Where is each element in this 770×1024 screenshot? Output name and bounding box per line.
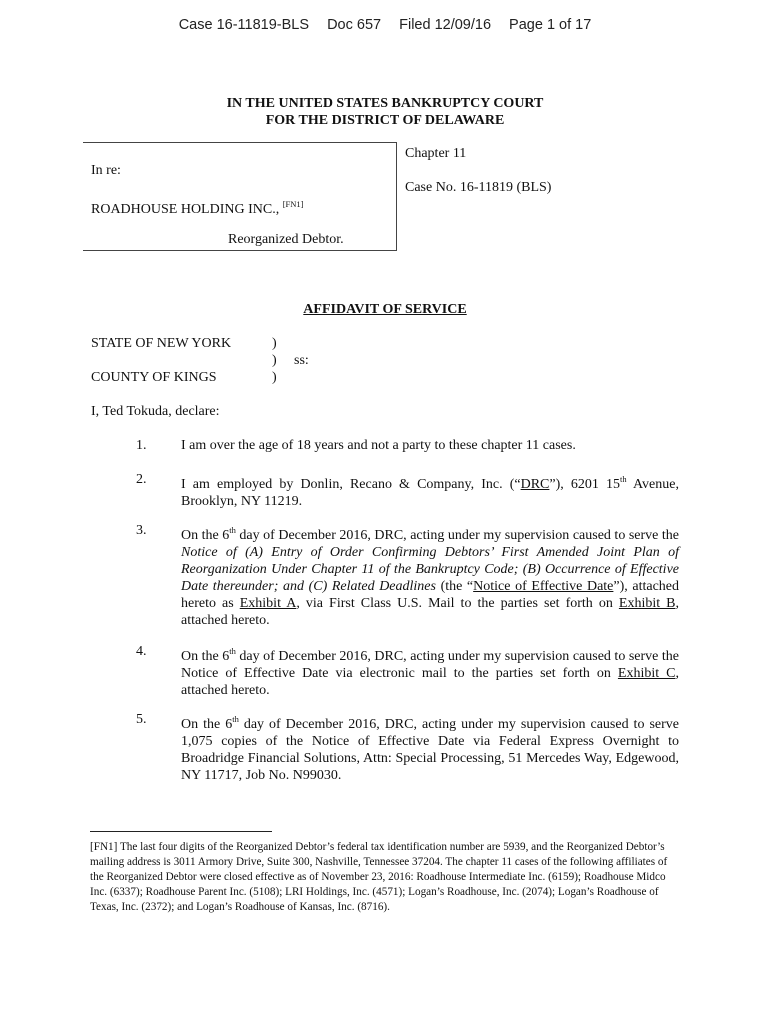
text-run: On the 6 <box>181 717 233 732</box>
exhibit-a-ref: Exhibit A <box>239 596 297 611</box>
court-district: FOR THE DISTRICT OF DELAWARE <box>265 113 505 128</box>
page-number-stamp: Page 1 of 17 <box>509 17 592 33</box>
paragraph-5 <box>181 711 679 784</box>
defined-term-drc: DRC <box>520 477 550 492</box>
venue-county: COUNTY OF KINGS <box>91 370 217 385</box>
document-title: AFFIDAVIT OF SERVICE <box>303 302 467 317</box>
debtor-name <box>91 196 304 218</box>
footnote-separator <box>90 831 272 832</box>
venue-ss: ss: <box>294 353 309 368</box>
notice-title: Notice of (A) Entry of Order Confirming Debtors’ First Amended Joint Plan of Reorganization Under Chapter 11 of the Bankruptcy Code; (B) Occurrence of Effective Date thereunder; and (C) Related Deadlines <box>181 545 679 594</box>
text-run: ”), 6201 15 <box>549 477 621 492</box>
case-number: Case No. 16-11819 (BLS) <box>405 180 552 195</box>
exhibit-b-ref: Exhibit B <box>618 596 676 611</box>
text-run: day of December 2016, DRC, acting under my supervision caused to serve the Notice of Effective Date via electronic mail to the parties set forth on <box>181 649 680 681</box>
venue-state: STATE OF NEW YORK <box>91 336 232 351</box>
paragraph-number: 1. <box>136 438 147 453</box>
in-re-label: In re: <box>91 163 121 178</box>
paragraph-3 <box>181 522 679 629</box>
ordinal-suffix: th <box>229 525 236 535</box>
filing-header <box>0 17 770 33</box>
debtor-role: Reorganized Debtor. <box>228 232 344 247</box>
paragraph-number: 5. <box>136 712 147 727</box>
case-number-stamp: Case 16-11819-BLS <box>178 17 310 33</box>
text-run: , attached hereto. <box>181 666 679 698</box>
declarant-statement: I, Ted Tokuda, declare: <box>91 404 220 419</box>
text-run: Avenue, Brooklyn, NY 11219. <box>181 477 679 509</box>
filed-date-stamp: Filed 12/09/16 <box>399 17 492 33</box>
debtor-name-text: ROADHOUSE HOLDING INC., <box>91 202 283 217</box>
ordinal-suffix: th <box>232 714 239 724</box>
text-run: , attached hereto. <box>181 596 679 628</box>
paragraph-1: I am over the age of 18 years and not a party to these chapter 11 cases. <box>181 438 576 453</box>
text-run: day of December 2016, DRC, acting under my supervision caused to serve the <box>235 528 680 543</box>
ordinal-suffix: th <box>620 474 627 484</box>
footnote-text: [FN1] The last four digits of the Reorganized Debtor’s federal tax identification number are 5939, and the Reorganized Debtor’s mailing address is 3011 Armory Drive, Suite 300, Nashville, Tennessee 37204. The chapter 11 cases of the following affiliates of the Reorganized Debtor were closed effective as of November 23, 2016: Roadhouse Intermediate Inc. (6159); Roadhouse Midco Inc. (6337); Roadhouse Parent Inc. (5108); LRI Holdings, Inc. (4571); Logan’s Roadhouse, Inc. (2074); Logan’s Roadhouse of Texas, Inc. (2372); and Logan’s Roadhouse of Kansas, Inc. (8716). <box>90 841 668 913</box>
paragraph-number: 2. <box>136 472 147 487</box>
ordinal-suffix: th <box>229 646 236 656</box>
paragraph-2 <box>181 471 679 510</box>
defined-term-notice: Notice of Effective Date <box>473 579 614 594</box>
chapter-label: Chapter 11 <box>405 146 467 161</box>
paragraph-number: 4. <box>136 644 147 659</box>
venue-paren: ) <box>272 336 277 351</box>
text-run: , via First Class U.S. Mail to the parties set forth on <box>296 596 619 611</box>
text-run: I am employed by Donlin, Recano & Company, Inc. (“ <box>181 477 521 492</box>
footnote-ref: [FN1] <box>282 199 304 209</box>
text-run: On the 6 <box>181 649 230 664</box>
text-run: day of December 2016, DRC, acting under my supervision caused to serve 1,075 copies of the Notice of Effective Date via Federal Express Overnight to Broadridge Financial Solutions, Attn: Special Processing, 51 Mercedes Way, Edgewood, NY 11717, Job No. N99030. <box>181 717 679 783</box>
text-run: On the 6 <box>181 528 230 543</box>
paragraph-4 <box>181 643 679 699</box>
text-run: (the “ <box>435 579 474 594</box>
court-name: IN THE UNITED STATES BANKRUPTCY COURT <box>226 96 544 111</box>
venue-paren: ) <box>272 353 277 368</box>
venue-paren: ) <box>272 370 277 385</box>
doc-number-stamp: Doc 657 <box>327 17 382 33</box>
exhibit-c-ref: Exhibit C <box>617 666 676 681</box>
text-run: ”), attached hereto as <box>181 579 680 611</box>
paragraph-number: 3. <box>136 523 147 538</box>
